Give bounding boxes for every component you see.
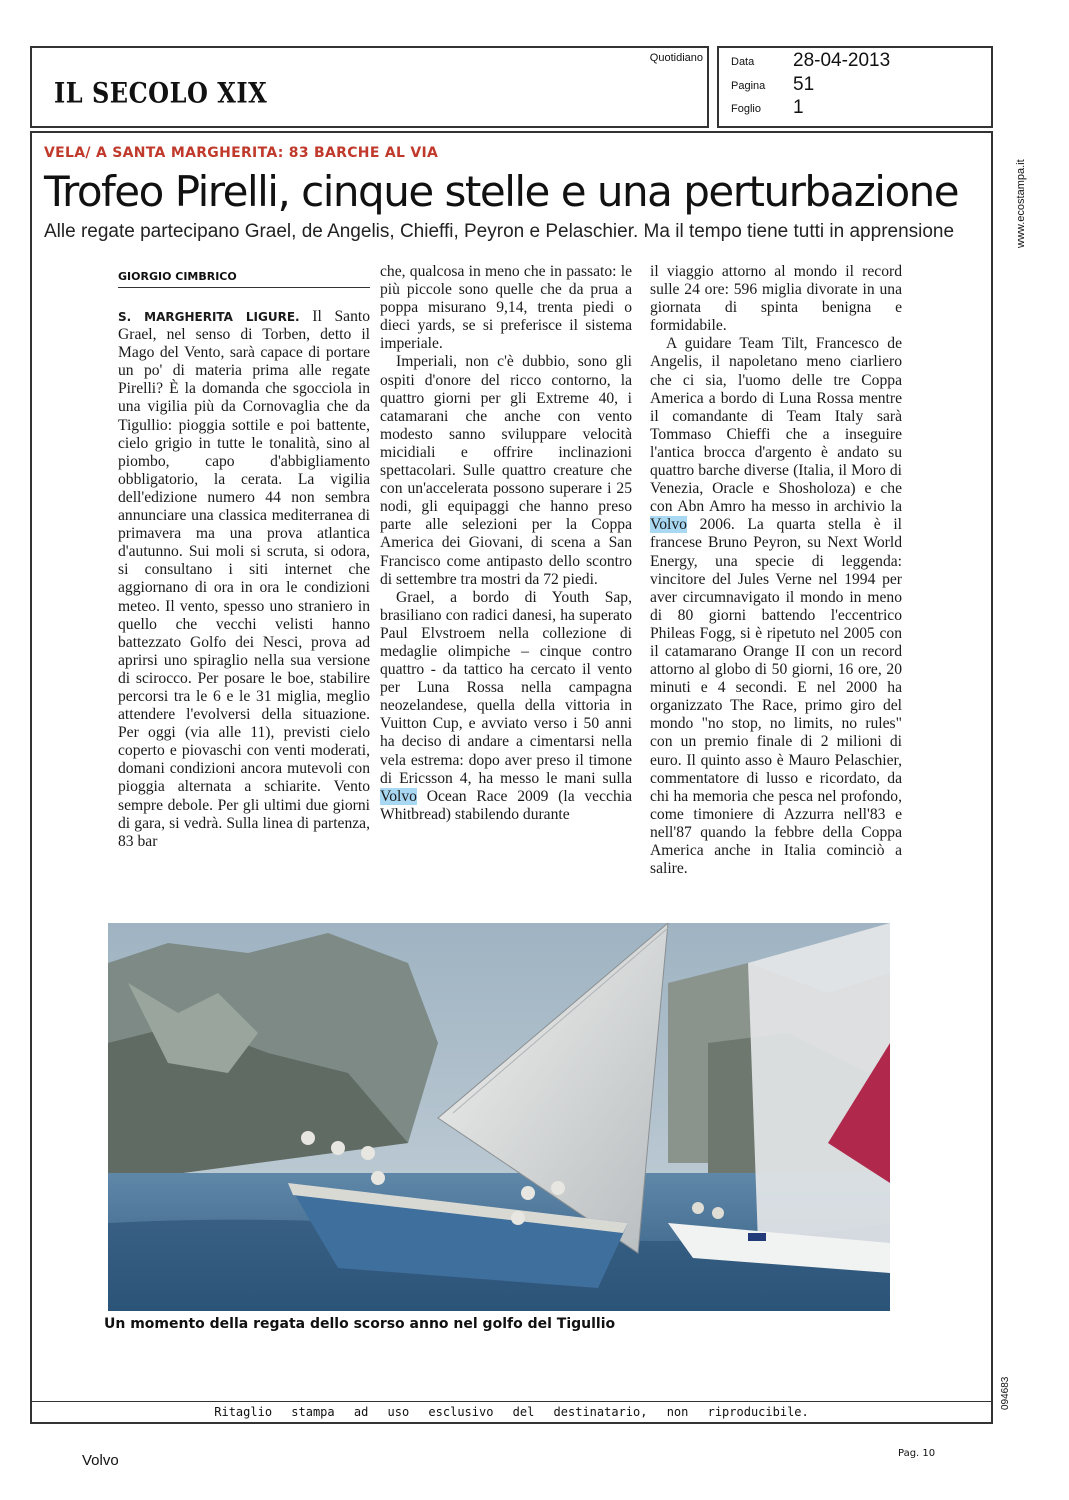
paragraph: Grael, a bordo di Youth Sap, brasiliano con radici danesi, ha superato Paul Elvstroem nella collezione di medaglie olimpiche – cinque contro quattro - da tattico ha cercato il vento per Luna Rossa nella campagna neozelandese, quella della vittoria in Vuitton Cup, e avviato verso i 50 anni ha deciso di andare a cimentarsi nella vela estrema: dopo aver preso il timone di Ericsson 4, ha messo le mani sulla Volvo Ocean Race 2009 (la vecchia Whitbread) stabilendo durante bbox=[380, 588, 632, 823]
photo-caption: Un momento della regata dello scorso anno nel golfo del Tigullio bbox=[104, 1316, 616, 1332]
paragraph: A guidare Team Tilt, Francesco de Angelis, il napoletano meno ciarliero che ci sia, l'uomo delle tre Coppa America a bordo di Luna Rossa mentre il comandante di Team Italy sarà Tommaso Chieffi che a inseguire l'antica brocca d'argento è andato su quattro barche diverse (Italia, il Moro di Venezia, Oracle e Shosholoza) e che con Abn Amro ha messo in archivio la Volvo 2006. La quarta stella è il francese Bruno Peyron, su Next World Energy, una specie di leggenda: vincitore del Jules Verne nel 1994 per aver circumnavigato il mondo in meno di 80 giorni battendo l'eccentrico Phileas Fogg, si è ripetuto nel 2005 con il catamarano Orange II con un record attorno al globo di 50 giorni, 16 ore, 20 minuti e 4 secondi. E nel 2000 ha organizzato The Race, primo giro del mondo "no stop, no limits, no rules" con un premio finale di 2 milioni di euro. Il quinto asso è Mauro Pelaschier, commentatore di lusso e ricordato, da chi ha memoria che pesca nel profondo, come timoniere di Azzurra nell'83 e nell'87 quando la febbre della Coppa America anche in Italia cominciò a salire. bbox=[650, 335, 902, 878]
dateline: S. MARGHERITA LIGURE. bbox=[118, 310, 300, 324]
page-number: Pag. 10 bbox=[898, 1448, 936, 1459]
byline-divider bbox=[118, 287, 370, 288]
edition-type: Quotidiano bbox=[649, 52, 703, 64]
paragraph: Imperiali, non c'è dubbio, sono gli ospiti d'onore del ricco contorno, la quattro giorni per gli Extreme 40, i catamarani che anche con vento modesto sanno sviluppare velocità micidiali e offrire inclinazioni spettacolari. Sulle quattro creature che con un'accelerata possono superare i 25 nodi, gli equipaggi che hanno preso parte alle selezioni per la Coppa America dei Giovani, di scena a San Francisco come antipasto dello scontro di settembre tra mostri da 72 piedi. bbox=[380, 353, 632, 588]
regatta-photo bbox=[108, 923, 890, 1311]
article bbox=[30, 131, 993, 1424]
keyword-highlight: Volvo bbox=[380, 787, 417, 805]
article-subhead: Alle regate partecipano Grael, de Angelis, Chieffi, Peyron e Pelaschier. Ma il tempo tiene tutti in apprensione bbox=[44, 221, 955, 242]
meta-date-label: Data bbox=[731, 56, 755, 68]
page-topic: Volvo bbox=[82, 1452, 119, 1469]
meta-page-label: Pagina bbox=[731, 80, 766, 92]
meta-page-value: 51 bbox=[793, 74, 815, 95]
article-column-3 bbox=[650, 263, 902, 878]
article-headline: Trofeo Pirelli, cinque stelle e una perturbazione bbox=[44, 167, 959, 216]
article-column-2 bbox=[380, 263, 632, 824]
meta-sheet-value: 1 bbox=[793, 97, 804, 118]
meta-sheet-label: Foglio bbox=[731, 103, 761, 115]
article-column-1 bbox=[118, 308, 370, 851]
meta-date-value: 28-04-2013 bbox=[793, 50, 891, 71]
article-kicker: VELA/ A SANTA MARGHERITA: 83 BARCHE AL VIA bbox=[44, 145, 439, 161]
paragraph: che, qualcosa in meno che in passato: le più piccole sono quelle che da prua a poppa misurano 9,14, trenta piedi o dieci yards, se si preferisce il sistema imperiale. bbox=[380, 263, 632, 353]
publication-meta bbox=[717, 46, 993, 128]
masthead-box bbox=[30, 46, 709, 128]
footer-divider bbox=[32, 1401, 991, 1402]
paragraph: S. MARGHERITA LIGURE. Il Santo Grael, nel senso di Torben, detto il Mago del Vento, sarà capace di portare un po' di materia prima alle regate Pirelli? È la domanda che sgocciola in una vigilia più da Cornovaglia che da Tigullio: pioggia sottile e poi battente, cielo grigio in tutte le tonalità, sino al piombo, capo d'abbigliamento obbligatorio, la cerata. La vigilia dell'edizione numero 44 non sembra annunciare una classica mediterranea di primavera ma una prova atlantica d'autunno. Sui moli si scruta, si odora, si consultano i siti internet che aggiornano di ora in ora le condizioni meteo. Il vento, spesso uno straniero in quello che vecchi velisti hanno battezzato Golfo dei Nesci, prova ad aprirsi uno spiraglio nella sua versione di scirocco. Per posare le boe, stabilire percorsi tra le 6 e le 31 miglia, meglio attendere l'evolversi della situazione. Per oggi (via alle 11), previsti cielo coperto e piovaschi con venti moderati, domani condizioni ancora mutevoli con pioggia alternata a schiarite. Vento sempre debole. Per gli ultimi due giorni di gara, si vedrà. Sulla linea di partenza, 83 bar bbox=[118, 308, 370, 850]
clip-code: 094683 bbox=[1000, 1376, 1011, 1410]
copyright-notice: Ritaglio stampa ad uso esclusivo del destinatario, non riproducibile. bbox=[214, 1405, 809, 1419]
paragraph: il viaggio attorno al mondo il record sulle 24 ore: 596 miglia divorate in una giornata di spinta benigna e formidabile. bbox=[650, 263, 902, 335]
keyword-highlight: Volvo bbox=[650, 516, 687, 534]
article-byline: GIORGIO CIMBRICO bbox=[118, 270, 237, 283]
masthead-logo: IL SECOLO XIX bbox=[54, 76, 268, 110]
ecostampa-url: www.ecostampa.it bbox=[1015, 159, 1027, 248]
